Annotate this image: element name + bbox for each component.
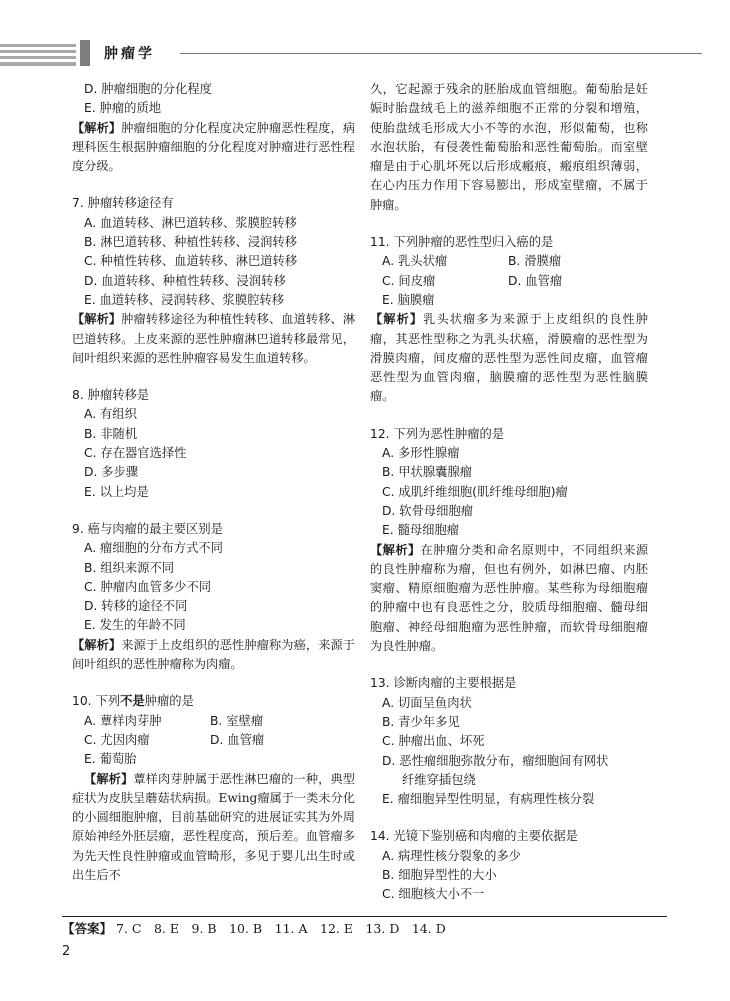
q11-options-row-1 [370, 252, 648, 271]
q11-options-row-2 [370, 272, 648, 291]
q8-option-e: E. 以上均是 [84, 484, 149, 499]
q13-option-b: B. 青少年多见 [382, 714, 460, 729]
q10-option-d: D. 血管瘤 [210, 732, 265, 747]
q11-option-e: E. 脑膜瘤 [382, 292, 435, 307]
q8-option-d: D. 多步骤 [84, 465, 139, 480]
q10-option-b: B. 室壁瘤 [210, 713, 264, 728]
q9-option-c: C. 肿瘤内血管多少不同 [84, 579, 212, 594]
explanation-text: 肿瘤细胞的分化程度决定肿瘤恶性程度，病理科医生根据肿瘤细胞的分化程度对肿瘤进行恶性程度分级。 [72, 120, 356, 174]
q10-explanation [72, 770, 355, 886]
q13-stem: 13. 诊断肉瘤的主要根据是 [370, 676, 517, 691]
q12-option-a: A. 多形性腺瘤 [382, 446, 460, 461]
header-stripes [0, 40, 76, 66]
q13-option-e: E. 瘤细胞异型性明显，有病理性核分裂 [382, 792, 595, 807]
q9-option-b: B. 组织来源不同 [84, 560, 175, 575]
q13-option-a: A. 切面呈鱼肉状 [382, 695, 472, 710]
q12-option-e: E. 髓母细胞瘤 [382, 523, 460, 538]
q10-explanation-continued: 久，它起源于残余的胚胎成血管细胞。葡萄胎是妊娠时胎盘绒毛上的滋养细胞不正常的分裂和增殖，使胎盘绒毛形成大小不等的水泡，形似葡萄，也称水泡状胎，有侵袭性葡萄胎和恶性葡萄胎。而室壁瘤是由于心肌坏死以后形成瘢痕，瘢痕组织薄弱，在心内压力作用下容易膨出，形成室壁瘤，不属于肿瘤。 [370, 82, 648, 212]
q9-explanation [72, 636, 355, 675]
explanation-text: 来源于上皮组织的恶性肿瘤称为癌，来源于间叶组织的恶性肿瘤称为肉瘤。 [72, 637, 356, 672]
header-block [80, 40, 90, 66]
q8-option-a: A. 有组织 [84, 407, 137, 422]
q12-option-b: B. 甲状腺囊腺瘤 [382, 465, 473, 480]
explanation-text: 蕈样肉芽肿属于恶性淋巴瘤的一种，典型症状为皮肤呈蘑菇状病损。Ewing瘤属于一类未分化的小圆细胞肿瘤，目前基础研究的进展证实其为外周原始神经外胚层瘤，恶性程度高，预后差。血管瘤多为先天性良性肿瘤或血管畸形，多见于婴儿出生时或出生后不 [72, 771, 356, 882]
q11-option-b: B. 滑膜瘤 [508, 254, 562, 269]
header-title: 肿瘤学 [104, 46, 155, 62]
q13-option-d-continued: 纤维穿插包绕 [402, 772, 476, 787]
q7-stem: 7. 肿瘤转移途径有 [72, 196, 174, 211]
q13-option-c: C. 肿瘤出血、坏死 [382, 734, 485, 749]
explanation-tag: 【解析】 [370, 542, 421, 557]
q8-option-c: C. 存在器官选择性 [84, 446, 187, 461]
q7-option-a: A. 血道转移、淋巴道转移、浆膜腔转移 [84, 215, 297, 230]
answer-key-values: 7. C 8. E 9. B 10. B 11. A 12. E 13. D 14. D [116, 921, 446, 936]
q11-option-d: D. 血管瘤 [508, 273, 563, 288]
answer-key-label: 【答案】 [62, 921, 113, 936]
answer-key [62, 916, 667, 937]
q10-options-row-1 [72, 712, 355, 731]
q7-option-e: E. 血道转移、浸润转移、浆膜腔转移 [84, 292, 285, 307]
explanation-text: 肿瘤转移途径为种植性转移、血道转移、淋巴道转移。上皮来源的恶性肿瘤淋巴道转移最常见，间叶组织来源的恶性肿瘤容易发生血道转移。 [72, 312, 356, 365]
q9-option-d: D. 转移的途径不同 [84, 599, 188, 614]
q6-option-d: D. 肿瘤细胞的分化程度 [84, 82, 212, 96]
q7-option-c: C. 种植性转移、血道转移、淋巴道转移 [84, 254, 298, 269]
running-header [0, 40, 730, 66]
q14-option-a: A. 病理性核分裂象的多少 [382, 848, 521, 863]
q10-stem-emphasis: 不是 [120, 694, 145, 709]
q12-stem: 12. 下列为恶性肿瘤的是 [370, 426, 505, 441]
q11-stem: 11. 下列肿瘤的恶性型归入癌的是 [370, 235, 554, 250]
explanation-tag: 【解析】 [72, 637, 122, 652]
q7-option-b: B. 淋巴道转移、种植性转移、浸润转移 [84, 235, 298, 250]
explanation-text: 乳头状瘤多为来源于上皮组织的良性肿瘤，其恶性型称之为乳头状癌，滑膜瘤的恶性型为滑膜肉瘤，间皮瘤的恶性型为恶性间皮瘤，血管瘤恶性型为血管肉瘤，脑膜瘤的恶性型为恶性脑膜瘤。 [370, 312, 649, 404]
q9-stem: 9. 癌与肉瘤的最主要区别是 [72, 521, 223, 536]
q11-explanation [370, 310, 648, 406]
q11-option-c: C. 间皮瘤 [382, 273, 436, 288]
q10-options-row-2 [72, 731, 355, 750]
q8-option-b: B. 非随机 [84, 426, 138, 441]
explanation-tag: 【解析】 [370, 312, 424, 327]
q12-option-c: C. 成肌纤维细胞(肌纤维母细胞)瘤 [382, 484, 568, 499]
q14-option-b: B. 细胞异型性的大小 [382, 867, 497, 882]
left-column [72, 80, 355, 885]
explanation-tag: 【解析】 [72, 312, 122, 327]
q7-option-d: D. 血道转移、种植性转移、浸润转移 [84, 273, 286, 288]
q8-stem: 8. 肿瘤转移是 [72, 388, 150, 403]
q12-option-d: D. 软骨母细胞瘤 [382, 503, 474, 518]
right-column [370, 80, 648, 905]
q7-explanation [72, 310, 355, 368]
q6-option-e: E. 肿瘤的质地 [84, 101, 162, 116]
q10-option-e: E. 葡萄胎 [84, 752, 137, 767]
page-number: 2 [62, 944, 71, 959]
explanation-tag: 【解析】 [84, 771, 134, 786]
q12-explanation [370, 541, 648, 657]
q14-stem: 14. 光镜下鉴别癌和肉瘤的主要依据是 [370, 829, 578, 844]
q13-option-d: D. 恶性瘤细胞弥散分布，瘤细胞间有网状 [382, 753, 609, 768]
q11-option-a: A. 乳头状瘤 [382, 254, 448, 269]
explanation-tag: 【解析】 [72, 120, 122, 135]
q9-option-e: E. 发生的年龄不同 [84, 618, 186, 633]
q10-option-c: C. 尤因肉瘤 [84, 732, 150, 747]
explanation-text: 在肿瘤分类和命名原则中，不同组织来源的良性肿瘤称为瘤，但也有例外，如淋巴瘤、内胚窦瘤、精原细胞瘤为恶性肿瘤。某些称为母细胞瘤的肿瘤中也有良恶性之分，胶质母细胞瘤、髓母细胞瘤、神经母细胞瘤为恶性肿瘤，而软骨母细胞瘤为良性肿瘤。 [370, 542, 649, 654]
q14-option-c: C. 细胞核大小不一 [382, 887, 485, 902]
q6-explanation [72, 119, 355, 177]
q9-option-a: A. 瘤细胞的分布方式不同 [84, 541, 223, 556]
q10-stem-pre: 10. 下列 [72, 694, 121, 709]
q10-option-a: A. 蕈样肉芽肿 [84, 713, 162, 728]
header-rule [180, 53, 702, 54]
q10-stem-post: 肿瘤的是 [144, 694, 194, 709]
q10-stem [72, 692, 355, 711]
